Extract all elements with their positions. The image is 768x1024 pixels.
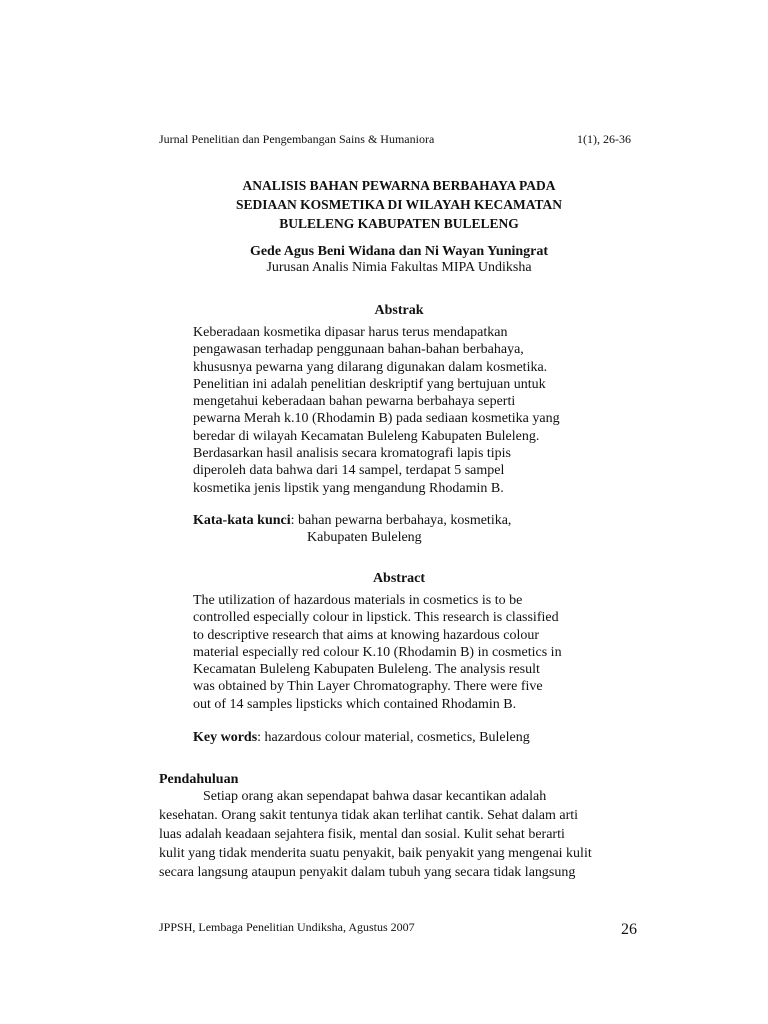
- kata-kunci: [193, 512, 511, 546]
- abstrak-body: [193, 324, 633, 497]
- abstract-heading: Abstract: [372, 571, 426, 586]
- title-line: BULELENG KABUPATEN BULELENG: [279, 216, 519, 231]
- abstrak-line: kosmetika jenis lipstik yang mengandung Rhodamin B.: [193, 480, 504, 496]
- paper-title: [159, 176, 639, 233]
- abstrak-heading: Abstrak: [374, 303, 424, 318]
- journal-name: Jurnal Penelitian dan Pengembangan Sains & Humaniora: [159, 132, 435, 146]
- key-words: [193, 729, 530, 746]
- abstract-line: material especially red colour K.10 (Rhodamin B) in cosmetics in: [193, 644, 562, 660]
- abstract-line: was obtained by Thin Layer Chromatography. There were five: [193, 679, 543, 695]
- abstract-body: [193, 592, 633, 713]
- abstract-line: to descriptive research that aims at knowing hazardous colour: [193, 627, 539, 643]
- pendahuluan-body: [159, 787, 639, 882]
- key-words-label: Key words: [193, 730, 258, 745]
- abstrak-line: diperoleh data bahwa dari 14 sampel, terdapat 5 sampel: [193, 463, 505, 479]
- title-line: ANALISIS BAHAN PEWARNA BERBAHAYA PADA: [242, 178, 556, 193]
- kata-kunci-text: : bahan pewarna berbahaya, kosmetika,: [290, 513, 512, 528]
- key-words-text: : hazardous colour material, cosmetics, Buleleng: [257, 730, 530, 745]
- affiliation: Jurusan Analis Nimia Fakultas MIPA Undiksha: [266, 260, 532, 275]
- abstract-line: The utilization of hazardous materials in cosmetics is to be: [193, 593, 523, 608]
- pendahuluan-line: secara langsung ataupun penyakit dalam tubuh yang secara tidak langsung: [159, 865, 576, 880]
- abstrak-line: Penelitian ini adalah penelitian deskriptif yang bertujuan untuk: [193, 376, 546, 392]
- kata-kunci-label: Kata-kata kunci: [193, 513, 291, 528]
- authors: Gede Agus Beni Widana dan Ni Wayan Yuningrat: [249, 244, 549, 259]
- abstract-line: out of 14 samples lipsticks which contained Rhodamin B.: [193, 696, 517, 712]
- abstrak-line: pewarna Merah k.10 (Rhodamin B) pada sediaan kosmetika yang: [193, 411, 560, 427]
- pendahuluan-heading: Pendahuluan: [159, 772, 239, 787]
- abstrak-line: beredar di wilayah Kecamatan Buleleng Kabupaten Buleleng.: [193, 428, 540, 444]
- abstrak-line: Berdasarkan hasil analisis secara kromatografi lapis tipis: [193, 446, 512, 462]
- pendahuluan-line: kesehatan. Orang sakit tentunya tidak akan terlihat cantik. Sehat dalam arti: [159, 808, 579, 823]
- key-words-row: [193, 729, 530, 746]
- abstrak-line: pengawasan terhadap penggunaan bahan-bahan berbahaya,: [193, 342, 524, 358]
- abstrak-line: Keberadaan kosmetika dipasar harus terus mendapatkan: [193, 325, 508, 340]
- pendahuluan-line: luas adalah keadaan sejahtera fisik, mental dan sosial. Kulit sehat berarti: [159, 827, 565, 842]
- abstrak-line: khususnya pewarna yang dilarang digunakan dalam kosmetika.: [193, 359, 548, 375]
- abstract-line: controlled especially colour in lipstick. This research is classified: [193, 610, 559, 626]
- kata-kunci-text-cont: Kabupaten Buleleng: [307, 530, 422, 545]
- footer-publisher: JPPSH, Lembaga Penelitian Undiksha, Agustus 2007: [159, 920, 415, 934]
- pendahuluan-line: Setiap orang akan sependapat bahwa dasar kecantikan adalah: [203, 789, 547, 804]
- volume-pages: 1(1), 26-36: [577, 132, 631, 146]
- abstract-line: Kecamatan Buleleng Kabupaten Buleleng. The analysis result: [193, 662, 540, 678]
- abstrak-line: mengetahui keberadaan bahan pewarna berbahaya seperti: [193, 394, 516, 410]
- page-number: 26: [621, 921, 637, 938]
- title-line: SEDIAAN KOSMETIKA DI WILAYAH KECAMATAN: [235, 197, 563, 212]
- pendahuluan-line: kulit yang tidak menderita suatu penyakit, baik penyakit yang mengenai kulit: [159, 846, 592, 861]
- kata-kunci-row: [193, 512, 511, 529]
